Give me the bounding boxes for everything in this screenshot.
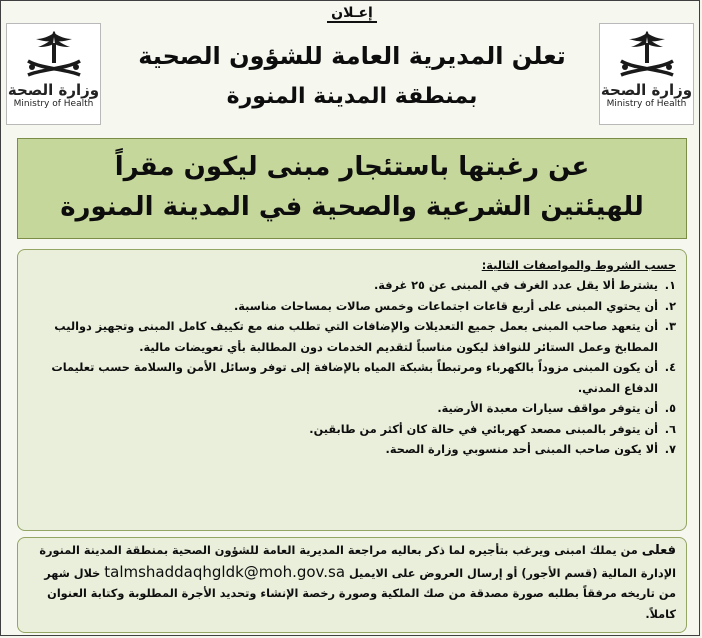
term-number: ٤.: [664, 361, 676, 374]
ministry-logo-left: [6, 23, 101, 125]
term-item: [26, 358, 676, 399]
term-text: أن يكون المبنى مزوداً بالكهرباء ومرتبطاً بشبكة المياه بالإضافة إلى توفر وسائل الأمن والسلامة حسب تعليمات الدفاع المدني.: [51, 361, 658, 395]
term-number: ٥.: [664, 402, 676, 415]
term-item: [26, 420, 676, 441]
term-item: [26, 440, 676, 461]
contact-email: talmshaddaqhgldk@moh.gov.sa: [104, 562, 346, 581]
terms-title: حسب الشروط والمواصفات التالية:: [481, 259, 676, 272]
term-number: ١.: [664, 279, 676, 292]
announcement-title-line2: بمنطقة المدينة المنورة: [226, 84, 478, 109]
term-number: ٣.: [664, 320, 676, 333]
term-item: [26, 317, 676, 358]
term-number: ٦.: [664, 422, 676, 436]
subject-line1: عن رغبتها باستئجار مبنى ليكون مقراً: [114, 152, 590, 182]
moh-emblem-icon: [615, 29, 679, 81]
instructions-text: من يملك امبنى ويرغب بتأجيره لما ذكر بعاليه مراجعة المديرية العامة للشؤون الصحية بمنطقة المدينة المنورة الإدارة المالية (قسم الأجور) أو إرسال العروض على الايميل: [39, 544, 676, 580]
logo-name-en: Ministry of Health: [606, 99, 687, 109]
terms-box: [17, 249, 687, 531]
logo-name-en: Ministry of Health: [13, 99, 94, 109]
instructions-lead: فعلى: [641, 543, 676, 558]
instructions-box: [17, 537, 687, 633]
term-text: أن يتعهد صاحب المبنى بعمل جميع التعديلات والإضافات التي تطلب منه مع تكييف كامل المبنى وتجهيز دواليب المطابخ وعمل الستائر للنوافذ ليكون مناسباً لتقديم الخدمات دون المطالبة بأي تعويضات مالية.: [54, 320, 658, 354]
term-item: [26, 297, 676, 318]
term-text: أن يتوفر بالمبنى مصعد كهربائي في حالة كان أكثر من طابقين.: [309, 422, 658, 436]
subject-line2: للهيئتين الشرعية والصحية في المدينة المنورة: [60, 192, 644, 222]
term-text: يشترط ألا يقل عدد الغرف في المبنى عن ٢٥ غرفة.: [373, 279, 658, 292]
term-number: ٢.: [664, 299, 676, 313]
term-text: أن يتوفر مواقف سيارات معبدة الأرضية.: [437, 402, 658, 415]
term-number: ٧.: [664, 443, 676, 456]
term-text: ألا يكون صاحب المبنى أحد منسوبي وزارة الصحة.: [385, 443, 658, 456]
moh-emblem-icon: [22, 29, 86, 81]
logo-name-ar: وزارة الصحة: [7, 81, 100, 99]
instructions-text-continued: خلال شهر من تاريخه مرفقاً بطلبه صورة مصدقة من صك الملكية وصورة رخصة الإنشاء وتحديد الأجرة المطلوبة وكتابة العنوان كاملاً.: [44, 566, 676, 621]
announcement-kicker: إعـلان: [101, 5, 603, 21]
term-item: [26, 399, 676, 420]
announcement-title-line1: تعلن المديرية العامة للشؤون الصحية: [138, 42, 566, 70]
ministry-logo-right: [599, 23, 694, 125]
subject-box: [17, 138, 687, 239]
term-item: [26, 276, 676, 297]
logo-name-ar: وزارة الصحة: [600, 81, 693, 99]
term-text: أن يحتوي المبنى على أربع قاعات اجتماعات وخمس صالات بمساحات مناسبة.: [233, 299, 658, 313]
